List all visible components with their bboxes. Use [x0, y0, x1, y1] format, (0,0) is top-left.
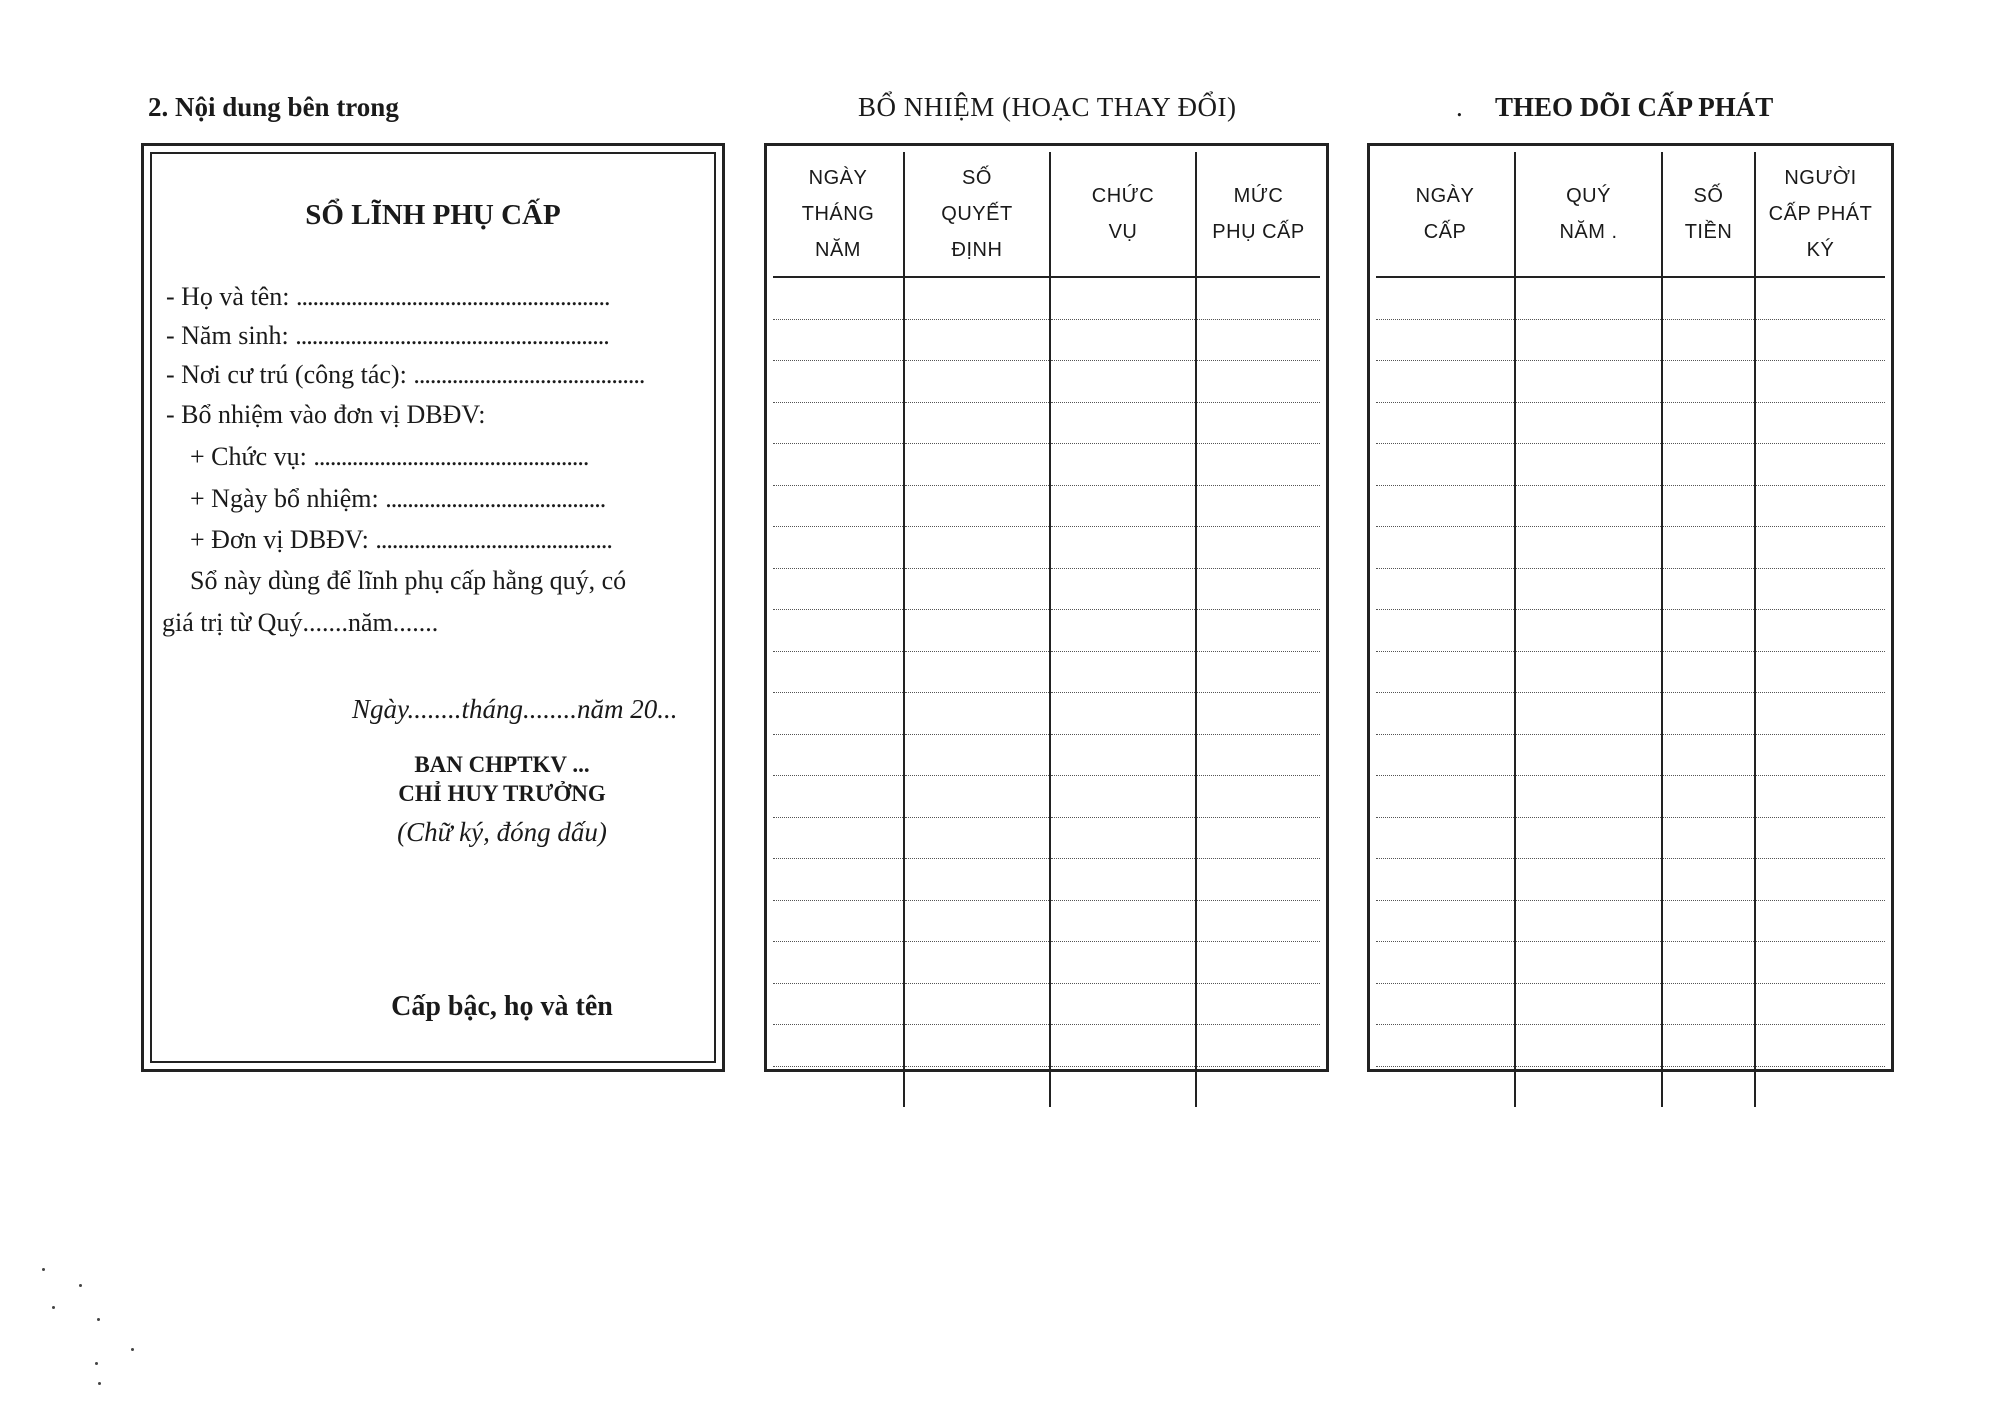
table-row [1376, 1025, 1885, 1067]
table-cell[interactable] [1755, 568, 1885, 610]
table-cell[interactable] [1196, 693, 1320, 735]
appointment-table-body [773, 277, 1320, 1107]
table-cell[interactable] [773, 277, 904, 319]
table-cell[interactable] [1050, 651, 1196, 693]
table-cell[interactable] [1196, 610, 1320, 652]
table-cell[interactable] [1376, 277, 1515, 319]
table-cell[interactable] [1050, 277, 1196, 319]
table-cell[interactable] [773, 859, 904, 901]
table-cell[interactable] [1376, 319, 1515, 361]
table-cell[interactable] [1662, 402, 1755, 444]
table-cell[interactable] [904, 693, 1050, 735]
table-row [1376, 693, 1885, 735]
table-cell[interactable] [1050, 859, 1196, 901]
table-cell[interactable] [1196, 568, 1320, 610]
table-cell[interactable] [1755, 693, 1885, 735]
field-dots: ........................................ [385, 484, 606, 513]
table-cell[interactable] [773, 776, 904, 818]
table-cell[interactable] [1515, 277, 1662, 319]
table-cell[interactable] [773, 319, 904, 361]
scan-speck [98, 1382, 101, 1385]
table-cell[interactable] [773, 900, 904, 942]
table-cell[interactable] [1050, 1025, 1196, 1067]
column-header-allowance-level: MỨC PHỤ CẤP [1196, 152, 1320, 277]
table-row [1376, 776, 1885, 818]
tracking-table-header [1376, 152, 1885, 277]
table-cell[interactable] [1196, 651, 1320, 693]
table-row [1376, 444, 1885, 486]
table-cell[interactable] [1662, 693, 1755, 735]
table-cell[interactable] [1376, 568, 1515, 610]
table-cell[interactable] [1755, 277, 1885, 319]
table-row [773, 734, 1320, 776]
table-cell[interactable] [1755, 983, 1885, 1025]
table-cell[interactable] [773, 942, 904, 984]
table-row [773, 610, 1320, 652]
appointment-heading: BỔ NHIỆM (HOẠC THAY ĐỔI) [858, 92, 1237, 122]
commander-title: CHỈ HUY TRƯỞNG [398, 781, 606, 806]
column-header-amount: SỐ TIỀN [1662, 152, 1755, 277]
table-row [1376, 1066, 1885, 1107]
section-heading: 2. Nội dung bên trong [148, 92, 399, 122]
table-cell[interactable] [904, 361, 1050, 403]
table-cell[interactable] [1196, 776, 1320, 818]
scan-speck [131, 1348, 134, 1351]
table-cell[interactable] [1662, 942, 1755, 984]
table-cell[interactable] [1662, 859, 1755, 901]
table-row [773, 568, 1320, 610]
table-cell[interactable] [1662, 1025, 1755, 1067]
table-cell[interactable] [773, 734, 904, 776]
appointment-table [773, 152, 1320, 1107]
table-cell[interactable] [1196, 942, 1320, 984]
table-cell[interactable] [773, 527, 904, 569]
table-row [1376, 568, 1885, 610]
table-cell[interactable] [1376, 776, 1515, 818]
table-cell[interactable] [1196, 527, 1320, 569]
table-cell[interactable] [1515, 734, 1662, 776]
table-row [773, 900, 1320, 942]
table-cell[interactable] [1376, 817, 1515, 859]
table-row [1376, 900, 1885, 942]
table-cell[interactable] [1050, 485, 1196, 527]
booklet-title: SỔ LĨNH PHỤ CẤP [305, 199, 561, 231]
table-cell[interactable] [1376, 361, 1515, 403]
table-row [1376, 361, 1885, 403]
table-cell[interactable] [1662, 485, 1755, 527]
table-cell[interactable] [904, 817, 1050, 859]
table-cell[interactable] [1662, 983, 1755, 1025]
table-cell[interactable] [773, 983, 904, 1025]
table-row [773, 485, 1320, 527]
table-cell[interactable] [1515, 568, 1662, 610]
field-birth-year [166, 321, 609, 351]
table-row [773, 1066, 1320, 1107]
table-cell[interactable] [1376, 610, 1515, 652]
table-cell[interactable] [1515, 1066, 1662, 1107]
table-row [773, 942, 1320, 984]
table-row [773, 361, 1320, 403]
table-cell[interactable] [1196, 983, 1320, 1025]
table-cell[interactable] [1515, 817, 1662, 859]
table-cell[interactable] [1376, 983, 1515, 1025]
field-label: - Năm sinh: [166, 321, 289, 350]
table-cell[interactable] [1755, 402, 1885, 444]
issuing-board: BAN CHPTKV ... [414, 752, 590, 777]
table-cell[interactable] [904, 651, 1050, 693]
table-cell[interactable] [773, 444, 904, 486]
table-cell[interactable] [1050, 319, 1196, 361]
booklet-cover [141, 143, 725, 1072]
table-cell[interactable] [1196, 361, 1320, 403]
column-header-issuer-signature: NGƯỜI CẤP PHÁT KÝ [1755, 152, 1885, 277]
field-residence [166, 360, 644, 390]
table-cell[interactable] [1196, 444, 1320, 486]
table-cell[interactable] [1662, 277, 1755, 319]
field-label: - Bổ nhiệm vào đơn vị DBĐV: [166, 400, 486, 429]
table-cell[interactable] [1050, 942, 1196, 984]
table-cell[interactable] [1515, 319, 1662, 361]
table-cell[interactable] [904, 776, 1050, 818]
table-cell[interactable] [1755, 942, 1885, 984]
table-cell[interactable] [1515, 402, 1662, 444]
table-row [773, 776, 1320, 818]
table-cell[interactable] [904, 900, 1050, 942]
tracking-heading-lead: . [1456, 92, 1463, 122]
tracking-table [1376, 152, 1885, 1107]
table-row [773, 1025, 1320, 1067]
table-cell[interactable] [773, 485, 904, 527]
table-row [1376, 651, 1885, 693]
signature-note: (Chữ ký, đóng dấu) [397, 817, 607, 847]
table-row [773, 402, 1320, 444]
table-cell[interactable] [1050, 402, 1196, 444]
table-cell[interactable] [1050, 1066, 1196, 1107]
table-cell[interactable] [773, 402, 904, 444]
table-cell[interactable] [773, 693, 904, 735]
field-dots: ........................................... [375, 525, 612, 554]
table-cell[interactable] [1662, 319, 1755, 361]
table-row [1376, 402, 1885, 444]
field-label: + Đơn vị DBĐV: [190, 525, 369, 554]
table-cell[interactable] [1755, 734, 1885, 776]
table-cell[interactable] [1755, 859, 1885, 901]
appointment-table-frame [764, 143, 1329, 1072]
scan-speck [79, 1284, 82, 1287]
table-cell[interactable] [1196, 277, 1320, 319]
table-cell[interactable] [1755, 527, 1885, 569]
table-cell[interactable] [1662, 527, 1755, 569]
table-cell[interactable] [1515, 1025, 1662, 1067]
scan-speck [97, 1318, 100, 1321]
field-full-name [166, 282, 609, 312]
table-cell[interactable] [1515, 859, 1662, 901]
table-cell[interactable] [1755, 651, 1885, 693]
table-cell[interactable] [1662, 1066, 1755, 1107]
field-label: - Nơi cư trú (công tác): [166, 360, 407, 389]
table-cell[interactable] [773, 651, 904, 693]
table-cell[interactable] [1515, 693, 1662, 735]
table-cell[interactable] [1196, 485, 1320, 527]
table-cell[interactable] [1196, 1025, 1320, 1067]
field-dots: ......................................................... [295, 321, 609, 350]
column-header-issue-date: NGÀY CẤP [1376, 152, 1515, 277]
field-dots: .......................................... [413, 360, 645, 389]
table-row [773, 527, 1320, 569]
table-cell[interactable] [1755, 817, 1885, 859]
field-dbdv-unit [190, 525, 612, 555]
column-header-position: CHỨC VỤ [1050, 152, 1196, 277]
table-cell[interactable] [1755, 900, 1885, 942]
table-cell[interactable] [1050, 776, 1196, 818]
table-cell[interactable] [1050, 361, 1196, 403]
validity-note: Sổ này dùng để lĩnh phụ cấp hằng quý, có [190, 566, 627, 595]
table-cell[interactable] [773, 817, 904, 859]
table-cell[interactable] [1050, 568, 1196, 610]
table-cell[interactable] [1050, 817, 1196, 859]
table-cell[interactable] [1376, 444, 1515, 486]
table-cell[interactable] [1196, 817, 1320, 859]
table-row [773, 859, 1320, 901]
table-cell[interactable] [1050, 734, 1196, 776]
table-cell[interactable] [1662, 900, 1755, 942]
table-cell[interactable] [1196, 319, 1320, 361]
table-row [773, 444, 1320, 486]
table-row [773, 693, 1320, 735]
table-cell[interactable] [904, 1025, 1050, 1067]
table-cell[interactable] [1050, 527, 1196, 569]
table-cell[interactable] [1376, 485, 1515, 527]
tracking-table-body [1376, 277, 1885, 1107]
table-cell[interactable] [773, 610, 904, 652]
field-label: - Họ và tên: [166, 282, 290, 311]
table-cell[interactable] [1376, 402, 1515, 444]
field-dots: .................................................. [313, 442, 589, 471]
rank-and-name: Cấp bậc, họ và tên [391, 991, 613, 1022]
table-row [1376, 610, 1885, 652]
table-row [1376, 485, 1885, 527]
field-label: + Ngày bổ nhiệm: [190, 484, 379, 513]
table-row [1376, 859, 1885, 901]
table-cell[interactable] [1050, 444, 1196, 486]
table-cell[interactable] [1376, 1025, 1515, 1067]
table-row [1376, 817, 1885, 859]
table-cell[interactable] [1515, 361, 1662, 403]
table-cell[interactable] [1196, 900, 1320, 942]
table-cell[interactable] [1376, 859, 1515, 901]
table-cell[interactable] [904, 485, 1050, 527]
table-cell[interactable] [904, 277, 1050, 319]
table-cell[interactable] [1662, 776, 1755, 818]
table-cell[interactable] [904, 942, 1050, 984]
table-cell[interactable] [1662, 610, 1755, 652]
table-row [773, 983, 1320, 1025]
table-cell[interactable] [1376, 942, 1515, 984]
table-row [1376, 319, 1885, 361]
table-cell[interactable] [773, 1066, 904, 1107]
table-cell[interactable] [1662, 817, 1755, 859]
table-cell[interactable] [1515, 485, 1662, 527]
table-cell[interactable] [1050, 693, 1196, 735]
table-cell[interactable] [1050, 610, 1196, 652]
table-cell[interactable] [904, 319, 1050, 361]
table-cell[interactable] [1755, 361, 1885, 403]
table-cell[interactable] [904, 859, 1050, 901]
table-cell[interactable] [1376, 693, 1515, 735]
table-cell[interactable] [1755, 610, 1885, 652]
table-row [1376, 277, 1885, 319]
table-row [1376, 942, 1885, 984]
table-cell[interactable] [1050, 900, 1196, 942]
table-cell[interactable] [904, 983, 1050, 1025]
table-cell[interactable] [1662, 444, 1755, 486]
table-cell[interactable] [1662, 651, 1755, 693]
validity-note-continued: giá trị từ Quý.......năm....... [162, 608, 439, 637]
scan-speck [95, 1362, 98, 1365]
table-cell[interactable] [1050, 983, 1196, 1025]
table-cell[interactable] [1515, 942, 1662, 984]
appointment-table-header [773, 152, 1320, 277]
table-cell[interactable] [1196, 402, 1320, 444]
table-cell[interactable] [1755, 444, 1885, 486]
table-row [773, 277, 1320, 319]
table-cell[interactable] [904, 1066, 1050, 1107]
table-cell[interactable] [904, 402, 1050, 444]
table-cell[interactable] [773, 361, 904, 403]
field-dots: ......................................................... [295, 282, 610, 311]
table-cell[interactable] [904, 610, 1050, 652]
table-cell[interactable] [904, 568, 1050, 610]
field-position [190, 442, 588, 472]
table-cell[interactable] [1755, 1025, 1885, 1067]
table-row [1376, 983, 1885, 1025]
table-row [1376, 527, 1885, 569]
scan-speck [52, 1306, 55, 1309]
column-header-date: NGÀY THÁNG NĂM [773, 152, 904, 277]
field-label: + Chức vụ: [190, 442, 307, 471]
table-cell[interactable] [1755, 776, 1885, 818]
tracking-heading: THEO DÕI CẤP PHÁT [1495, 92, 1774, 122]
table-cell[interactable] [904, 734, 1050, 776]
table-row [1376, 734, 1885, 776]
tracking-table-frame [1367, 143, 1894, 1072]
column-header-quarter-year: QUÝ NĂM . [1515, 152, 1662, 277]
table-cell[interactable] [1376, 900, 1515, 942]
table-cell[interactable] [1376, 527, 1515, 569]
table-cell[interactable] [1662, 734, 1755, 776]
table-cell[interactable] [773, 1025, 904, 1067]
table-cell[interactable] [1755, 1066, 1885, 1107]
table-row [773, 651, 1320, 693]
table-cell[interactable] [1662, 361, 1755, 403]
table-cell[interactable] [1376, 651, 1515, 693]
table-cell[interactable] [1755, 485, 1885, 527]
table-cell[interactable] [1196, 1066, 1320, 1107]
table-cell[interactable] [1376, 1066, 1515, 1107]
field-appointment-date [190, 484, 605, 514]
table-cell[interactable] [1662, 568, 1755, 610]
table-cell[interactable] [904, 444, 1050, 486]
table-cell[interactable] [904, 527, 1050, 569]
table-cell[interactable] [1376, 734, 1515, 776]
table-cell[interactable] [1515, 983, 1662, 1025]
table-cell[interactable] [773, 568, 904, 610]
column-header-decision-number: SỐ QUYẾT ĐỊNH [904, 152, 1050, 277]
field-appointment-unit [166, 400, 485, 430]
table-cell[interactable] [1196, 859, 1320, 901]
table-cell[interactable] [1515, 776, 1662, 818]
table-row [773, 319, 1320, 361]
table-cell[interactable] [1515, 444, 1662, 486]
table-row [773, 817, 1320, 859]
table-cell[interactable] [1515, 610, 1662, 652]
booklet-cover-inner-border [150, 152, 716, 1063]
scan-speck [42, 1268, 45, 1271]
table-cell[interactable] [1515, 900, 1662, 942]
table-cell[interactable] [1755, 319, 1885, 361]
table-cell[interactable] [1515, 527, 1662, 569]
table-cell[interactable] [1515, 651, 1662, 693]
issue-date-line: Ngày........tháng........năm 20... [352, 694, 678, 724]
table-cell[interactable] [1196, 734, 1320, 776]
